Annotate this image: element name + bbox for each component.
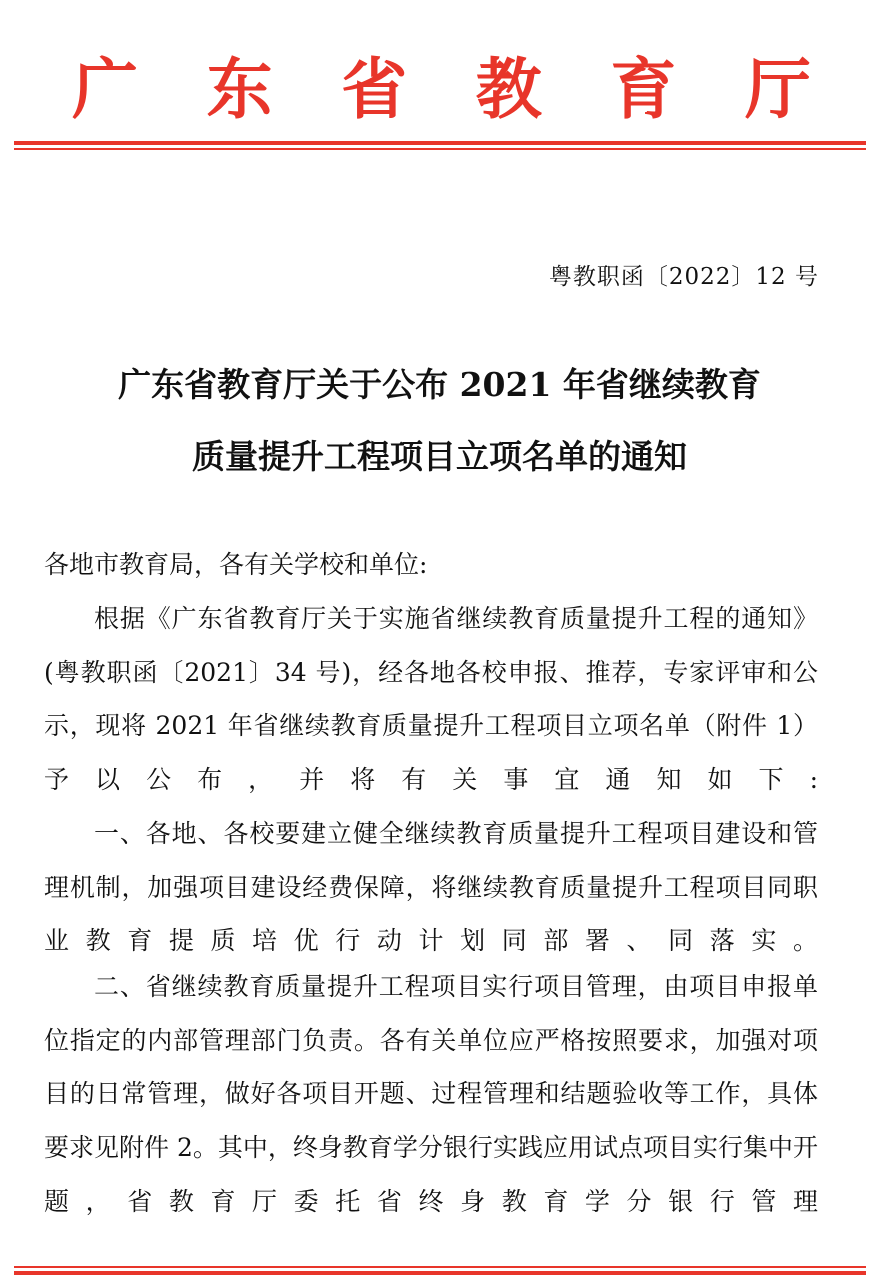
masthead-char: 厅 [744, 51, 811, 128]
document-title-line-1: 广东省教育厅关于公布 2021 年省继续教育 [118, 365, 761, 404]
footer-divider-thin [14, 1266, 866, 1268]
body-paragraph-2: 一、各地、各校要建立健全继续教育质量提升工程项目建设和管理机制，加强项目建设经费保障，将继续教育质量提升工程项目同职业教育提质培优行动计划同部署、同落实。 [44, 819, 818, 956]
masthead-char: 东 [206, 51, 273, 128]
footer-divider-thick [14, 1271, 866, 1275]
masthead-char: 广 [72, 51, 138, 128]
document-title-line-2: 质量提升工程项目立项名单的通知 [192, 437, 687, 476]
body-paragraph-3: 二、省继续教育质量提升工程项目实行项目管理，由项目申报单位指定的内部管理部门负责。各有关单位应严格按照要求，加强对项目的日常管理，做好各项目开题、过程管理和结题验收等工作，具体要求见附件 2。其中，终身教育学分银行实践应用试点项目实行集中开题，省教育厅委托省终身教育学分银行管理 [44, 972, 818, 1216]
masthead-divider-thin [14, 148, 866, 150]
masthead-char: 省 [341, 51, 408, 128]
document-number: 粤教职函〔2022〕12 号 [548, 264, 819, 290]
masthead-char: 教 [475, 51, 542, 128]
addressee: 各地市教育局，各有关学校和单位: [44, 550, 428, 579]
masthead-char: 育 [610, 51, 677, 128]
masthead-divider-thick [14, 141, 866, 145]
masthead-title [0, 45, 879, 135]
body-paragraph-1: 根据《广东省教育厅关于实施省继续教育质量提升工程的通知》(粤教职函〔2021〕34 号)，经各地各校申报、推荐，专家评审和公示，现将 2021 年省继续教育质量提升工程项目立项名单（附件 1）予以公布，并将有关事宜通知如下: [44, 604, 818, 795]
